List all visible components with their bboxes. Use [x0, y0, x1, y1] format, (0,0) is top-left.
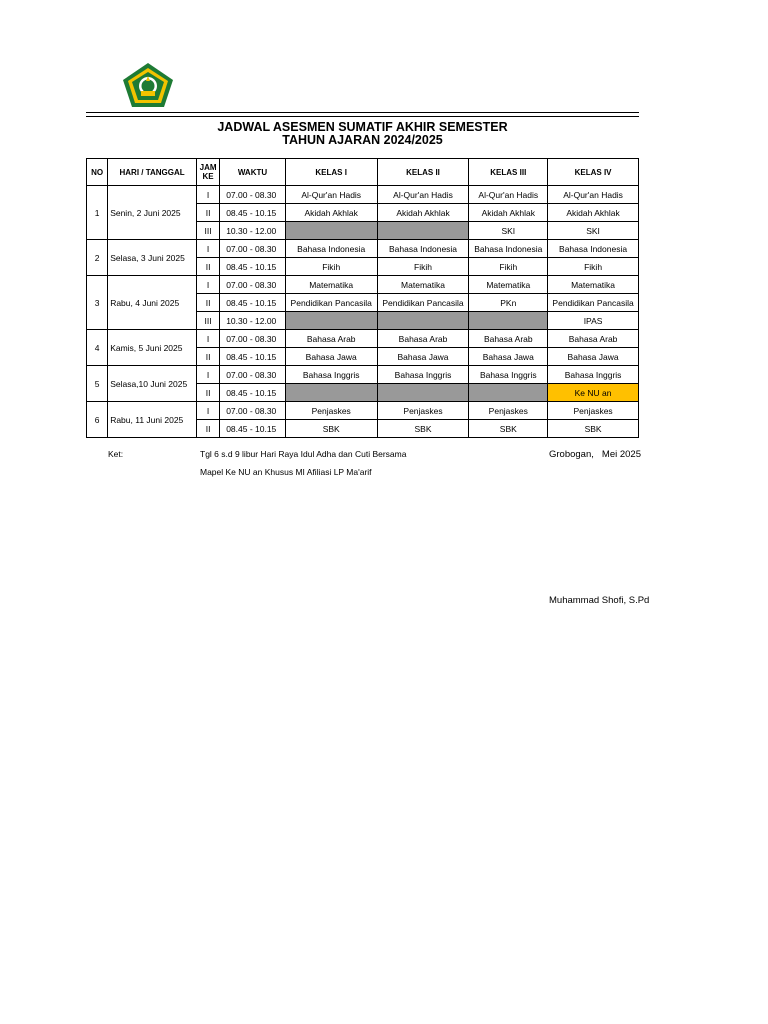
day-number: 4 [87, 330, 108, 366]
kelas-3-cell: SBK [469, 420, 548, 438]
kelas-2-cell: Bahasa Indonesia [377, 240, 469, 258]
waktu-cell: 08.45 - 10.15 [220, 384, 286, 402]
day-date: Rabu, 11 Juni 2025 [108, 402, 197, 438]
kelas-1-cell: SBK [285, 420, 377, 438]
kelas-2-cell: Bahasa Arab [377, 330, 469, 348]
day-date: Rabu, 4 Juni 2025 [108, 276, 197, 330]
table-row [87, 240, 639, 258]
kelas-1-cell: Al-Qur'an Hadis [285, 186, 377, 204]
table-row [87, 186, 639, 204]
empty-cell [285, 384, 377, 402]
table-row [87, 366, 639, 384]
kelas-4-cell: Bahasa Jawa [548, 348, 639, 366]
table-row [87, 402, 639, 420]
col-header-waktu: WAKTU [220, 159, 286, 186]
kelas-4-cell: Penjaskes [548, 402, 639, 420]
kelas-3-cell: Bahasa Inggris [469, 366, 548, 384]
col-header-jam: JAM KE [196, 159, 219, 186]
waktu-cell: 07.00 - 08.30 [220, 402, 286, 420]
kelas-1-cell: Bahasa Arab [285, 330, 377, 348]
jam-cell: I [196, 240, 219, 258]
kelas-2-cell: Bahasa Jawa [377, 348, 469, 366]
waktu-cell: 08.45 - 10.15 [220, 294, 286, 312]
kelas-3-cell: Matematika [469, 276, 548, 294]
day-date: Kamis, 5 Juni 2025 [108, 330, 197, 366]
signature-place: Grobogan, [549, 449, 594, 460]
kelas-1-cell: Fikih [285, 258, 377, 276]
empty-cell [285, 312, 377, 330]
table-row [87, 276, 639, 294]
kelas-4-cell: Bahasa Inggris [548, 366, 639, 384]
kelas-4-cell: IPAS [548, 312, 639, 330]
signature-date: Mei 2025 [601, 449, 641, 460]
kelas-2-cell: Bahasa Inggris [377, 366, 469, 384]
waktu-cell: 07.00 - 08.30 [220, 186, 286, 204]
day-number: 3 [87, 276, 108, 330]
kelas-4-cell: Al-Qur'an Hadis [548, 186, 639, 204]
kelas-1-cell: Penjaskes [285, 402, 377, 420]
col-header-day: HARI / TANGGAL [108, 159, 197, 186]
jam-cell: II [196, 204, 219, 222]
empty-cell [469, 312, 548, 330]
kelas-4-cell-highlighted: Ke NU an [548, 384, 639, 402]
notes-label: Ket: [108, 449, 124, 459]
empty-cell [469, 384, 548, 402]
header-rule-thin [86, 116, 639, 117]
document-title: JADWAL ASESMEN SUMATIF AKHIR SEMESTER [217, 120, 508, 134]
kelas-3-cell: Bahasa Indonesia [469, 240, 548, 258]
kelas-3-cell: Akidah Akhlak [469, 204, 548, 222]
day-number: 5 [87, 366, 108, 402]
day-date: Senin, 2 Juni 2025 [108, 186, 197, 240]
waktu-cell: 07.00 - 08.30 [220, 276, 286, 294]
jam-cell: III [196, 222, 219, 240]
signer-name: Muhammad Shofi, S.Pd [549, 595, 650, 606]
kelas-3-cell: Bahasa Arab [469, 330, 548, 348]
empty-cell [377, 312, 469, 330]
waktu-cell: 07.00 - 08.30 [220, 240, 286, 258]
kelas-4-cell: SBK [548, 420, 639, 438]
day-number: 6 [87, 402, 108, 438]
day-number: 1 [87, 186, 108, 240]
jam-cell: I [196, 276, 219, 294]
waktu-cell: 07.00 - 08.30 [220, 330, 286, 348]
kelas-3-cell: Bahasa Jawa [469, 348, 548, 366]
note-line-2: Mapel Ke NU an Khusus MI Afiliasi LP Ma'arif [200, 467, 372, 477]
schedule-table [86, 158, 639, 438]
day-date: Selasa, 3 Juni 2025 [108, 240, 197, 276]
kelas-4-cell: Bahasa Arab [548, 330, 639, 348]
kelas-2-cell: Fikih [377, 258, 469, 276]
kelas-1-cell: Bahasa Indonesia [285, 240, 377, 258]
kelas-1-cell: Akidah Akhlak [285, 204, 377, 222]
kelas-1-cell: Pendidikan Pancasila [285, 294, 377, 312]
signature-place-date [549, 449, 649, 460]
waktu-cell: 10.30 - 12.00 [220, 312, 286, 330]
kelas-4-cell: SKI [548, 222, 639, 240]
kelas-2-cell: Al-Qur'an Hadis [377, 186, 469, 204]
kelas-4-cell: Bahasa Indonesia [548, 240, 639, 258]
waktu-cell: 08.45 - 10.15 [220, 348, 286, 366]
jam-cell: II [196, 348, 219, 366]
waktu-cell: 07.00 - 08.30 [220, 366, 286, 384]
kelas-2-cell: Matematika [377, 276, 469, 294]
header-rule-thick [86, 112, 639, 113]
kemenag-logo-icon [122, 62, 174, 108]
col-header-kelas-1: KELAS I [285, 159, 377, 186]
jam-cell: I [196, 330, 219, 348]
day-number: 2 [87, 240, 108, 276]
empty-cell [377, 384, 469, 402]
jam-cell: II [196, 258, 219, 276]
table-row [87, 330, 639, 348]
kelas-1-cell: Matematika [285, 276, 377, 294]
kelas-3-cell: Penjaskes [469, 402, 548, 420]
col-header-kelas-3: KELAS III [469, 159, 548, 186]
empty-cell [377, 222, 469, 240]
kelas-4-cell: Fikih [548, 258, 639, 276]
kelas-2-cell: Penjaskes [377, 402, 469, 420]
jam-cell: I [196, 186, 219, 204]
kelas-2-cell: Akidah Akhlak [377, 204, 469, 222]
waktu-cell: 08.45 - 10.15 [220, 258, 286, 276]
jam-cell: III [196, 312, 219, 330]
day-date: Selasa,10 Juni 2025 [108, 366, 197, 402]
waktu-cell: 08.45 - 10.15 [220, 420, 286, 438]
kelas-2-cell: Pendidikan Pancasila [377, 294, 469, 312]
col-header-kelas-2: KELAS II [377, 159, 469, 186]
jam-cell: II [196, 420, 219, 438]
kelas-1-cell: Bahasa Inggris [285, 366, 377, 384]
table-header-row [87, 159, 639, 186]
kelas-4-cell: Akidah Akhlak [548, 204, 639, 222]
kelas-4-cell: Matematika [548, 276, 639, 294]
col-header-kelas-4: KELAS IV [548, 159, 639, 186]
kelas-2-cell: SBK [377, 420, 469, 438]
note-line-1: Tgl 6 s.d 9 libur Hari Raya Idul Adha dan Cuti Bersama [200, 449, 407, 459]
document-subtitle: TAHUN AJARAN 2024/2025 [282, 133, 443, 147]
kelas-1-cell: Bahasa Jawa [285, 348, 377, 366]
kelas-3-cell: Al-Qur'an Hadis [469, 186, 548, 204]
empty-cell [285, 222, 377, 240]
kelas-4-cell: Pendidikan Pancasila [548, 294, 639, 312]
col-header-no: NO [87, 159, 108, 186]
kelas-3-cell: Fikih [469, 258, 548, 276]
waktu-cell: 08.45 - 10.15 [220, 204, 286, 222]
kelas-3-cell: PKn [469, 294, 548, 312]
jam-cell: II [196, 384, 219, 402]
waktu-cell: 10.30 - 12.00 [220, 222, 286, 240]
kelas-3-cell: SKI [469, 222, 548, 240]
jam-cell: II [196, 294, 219, 312]
jam-cell: I [196, 366, 219, 384]
jam-cell: I [196, 402, 219, 420]
